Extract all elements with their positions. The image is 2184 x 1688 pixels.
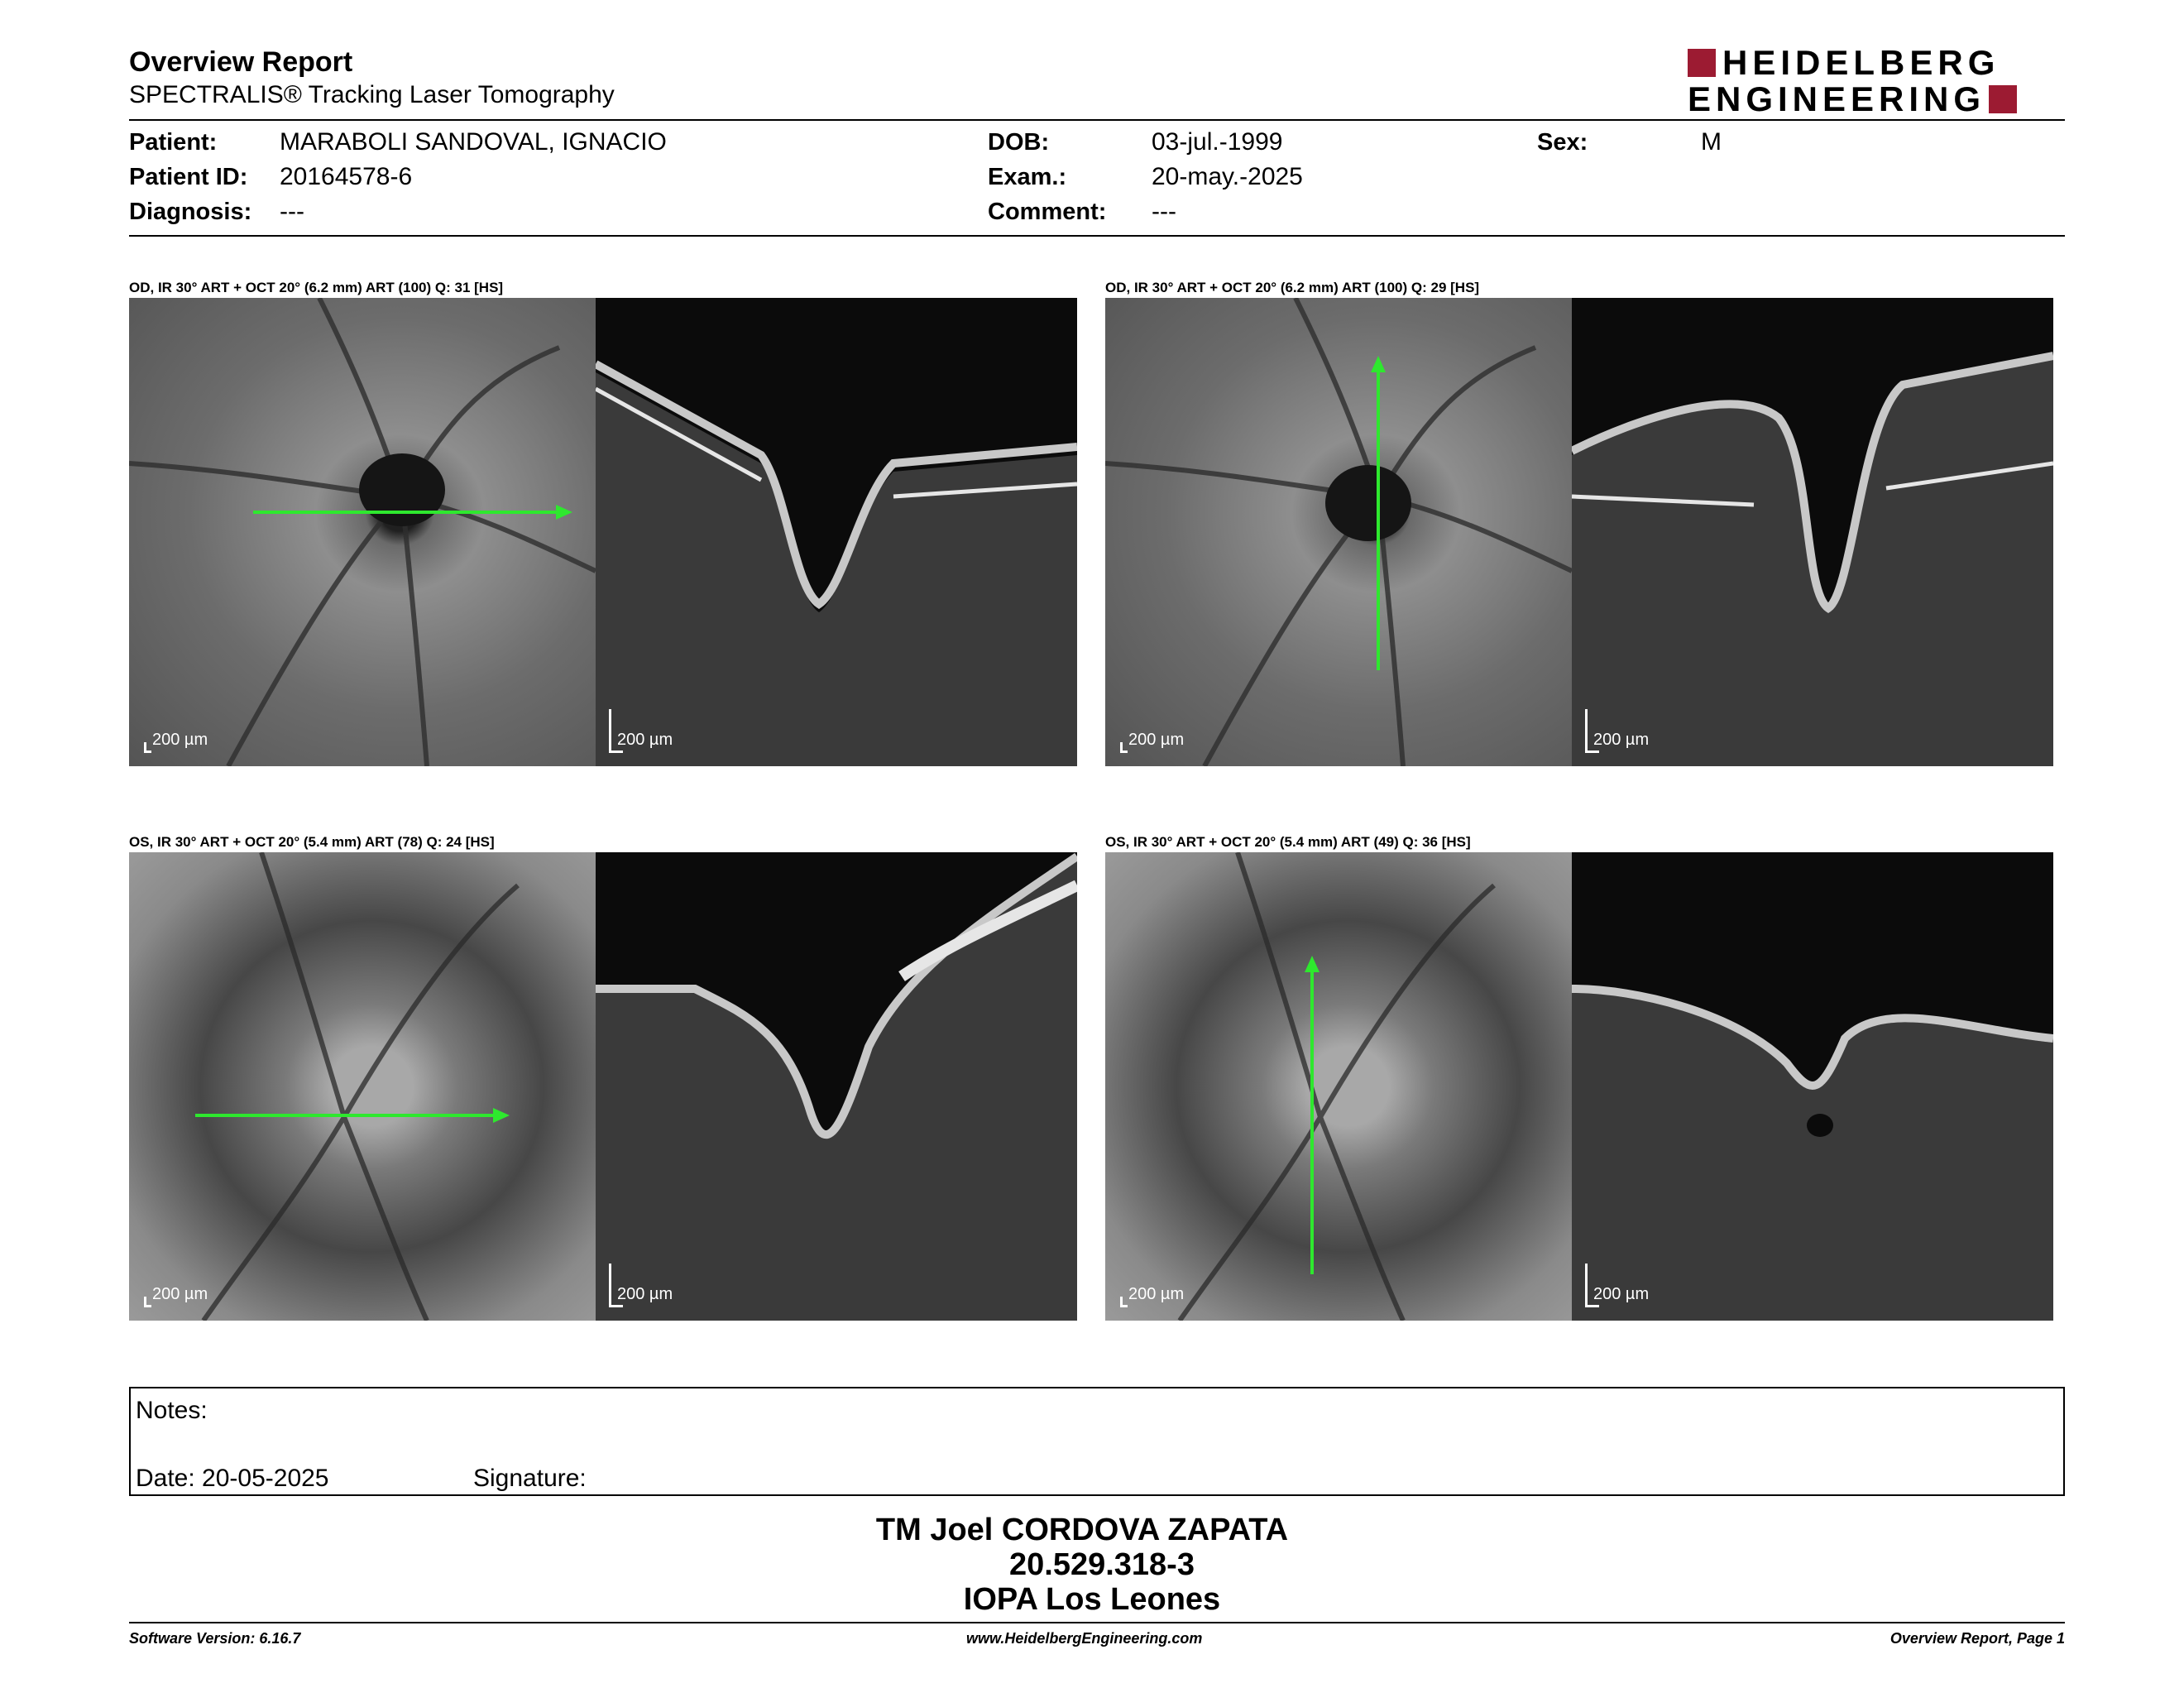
fundus-vessels <box>1105 852 1572 1321</box>
comment-label: Comment: <box>988 199 1107 225</box>
patient-rule <box>129 235 2065 237</box>
scan-arrow-icon <box>1371 356 1386 372</box>
oct-scale-label: 200 µm <box>617 1285 673 1303</box>
fundus-image <box>1105 298 1572 766</box>
diagnosis-value: --- <box>280 198 304 225</box>
report-subtitle: SPECTRALIS® Tracking Laser Tomography <box>129 81 615 108</box>
scale-bar-icon <box>144 742 151 753</box>
panel-caption: OD, IR 30° ART + OCT 20° (6.2 mm) ART (100) Q: 31 [HS] <box>129 280 504 295</box>
scan-arrow-icon <box>556 505 572 520</box>
oct-layers <box>596 852 1077 1321</box>
technician-site: IOPA Los Leones <box>963 1582 1221 1617</box>
notes-label: Notes: <box>136 1397 208 1424</box>
fundus-scale-label: 200 µm <box>152 1285 208 1303</box>
oct-bscan-image <box>596 852 1077 1321</box>
technician-id: 20.529.318-3 <box>1009 1547 1195 1582</box>
footer-rule <box>129 1622 2065 1623</box>
oct-bscan-image <box>1572 298 2053 766</box>
oct-bscan-image <box>596 298 1077 766</box>
scale-bar-icon <box>1120 742 1128 753</box>
patient-id-label: Patient ID: <box>129 164 248 190</box>
fundus-vessels <box>129 298 596 766</box>
exam-label: Exam.: <box>988 164 1067 190</box>
logo-square-icon <box>1688 49 1716 77</box>
diagnosis-label: Diagnosis: <box>129 199 252 225</box>
logo-square-icon <box>1989 85 2017 113</box>
notes-date: Date: 20-05-2025 <box>136 1465 329 1492</box>
scale-bar-icon <box>144 1297 151 1307</box>
panel-caption: OS, IR 30° ART + OCT 20° (5.4 mm) ART (78) Q: 24 [HS] <box>129 834 495 850</box>
dob-label: DOB: <box>988 129 1050 156</box>
fundus-vessels <box>1105 298 1572 766</box>
technician-name: TM Joel CORDOVA ZAPATA <box>875 1513 1289 1547</box>
comment-value: --- <box>1152 198 1176 225</box>
oct-scale-label: 200 µm <box>1593 1285 1650 1303</box>
notes-box <box>129 1387 2065 1496</box>
oct-layers <box>1572 298 2053 766</box>
patient-id: 20164578-6 <box>280 163 413 190</box>
panel-caption: OS, IR 30° ART + OCT 20° (5.4 mm) ART (49) Q: 36 [HS] <box>1105 834 1471 850</box>
fundus-scale-label: 200 µm <box>1128 1285 1185 1303</box>
sex-label: Sex: <box>1537 129 1588 156</box>
scan-arrow-icon <box>1305 956 1320 972</box>
oct-scale-label: 200 µm <box>1593 731 1650 749</box>
scale-bar-icon <box>1120 1297 1128 1307</box>
oct-scale-label: 200 µm <box>617 731 673 749</box>
oct-layers <box>1572 852 2053 1321</box>
patient-label: Patient: <box>129 129 218 156</box>
fundus-image <box>129 852 596 1321</box>
fundus-image <box>1105 852 1572 1321</box>
fundus-image <box>129 298 596 766</box>
exam-value: 20-may.-2025 <box>1152 163 1303 190</box>
logo-line-1: HEIDELBERG <box>1722 43 2000 82</box>
page-number: Overview Report, Page 1 <box>1889 1630 2065 1647</box>
fundus-vessels <box>129 852 596 1321</box>
software-version: Software Version: 6.16.7 <box>129 1630 301 1647</box>
logo-line-2: ENGINEERING <box>1688 79 1986 118</box>
heidelberg-logo <box>1688 45 2065 116</box>
dob-value: 03-jul.-1999 <box>1152 128 1283 156</box>
patient-name: MARABOLI SANDOVAL, IGNACIO <box>280 128 667 156</box>
website-link[interactable]: www.HeidelbergEngineering.com <box>966 1630 1203 1647</box>
oct-layers <box>596 298 1077 766</box>
panel-caption: OD, IR 30° ART + OCT 20° (6.2 mm) ART (100) Q: 29 [HS] <box>1105 280 1480 295</box>
fundus-scale-label: 200 µm <box>152 731 208 749</box>
sex-value: M <box>1701 128 1722 156</box>
oct-bscan-image <box>1572 852 2053 1321</box>
scan-arrow-icon <box>493 1108 510 1123</box>
report-title: Overview Report <box>129 46 353 78</box>
fundus-scale-label: 200 µm <box>1128 731 1185 749</box>
notes-signature: Signature: <box>473 1465 587 1492</box>
header-rule <box>129 119 2065 121</box>
